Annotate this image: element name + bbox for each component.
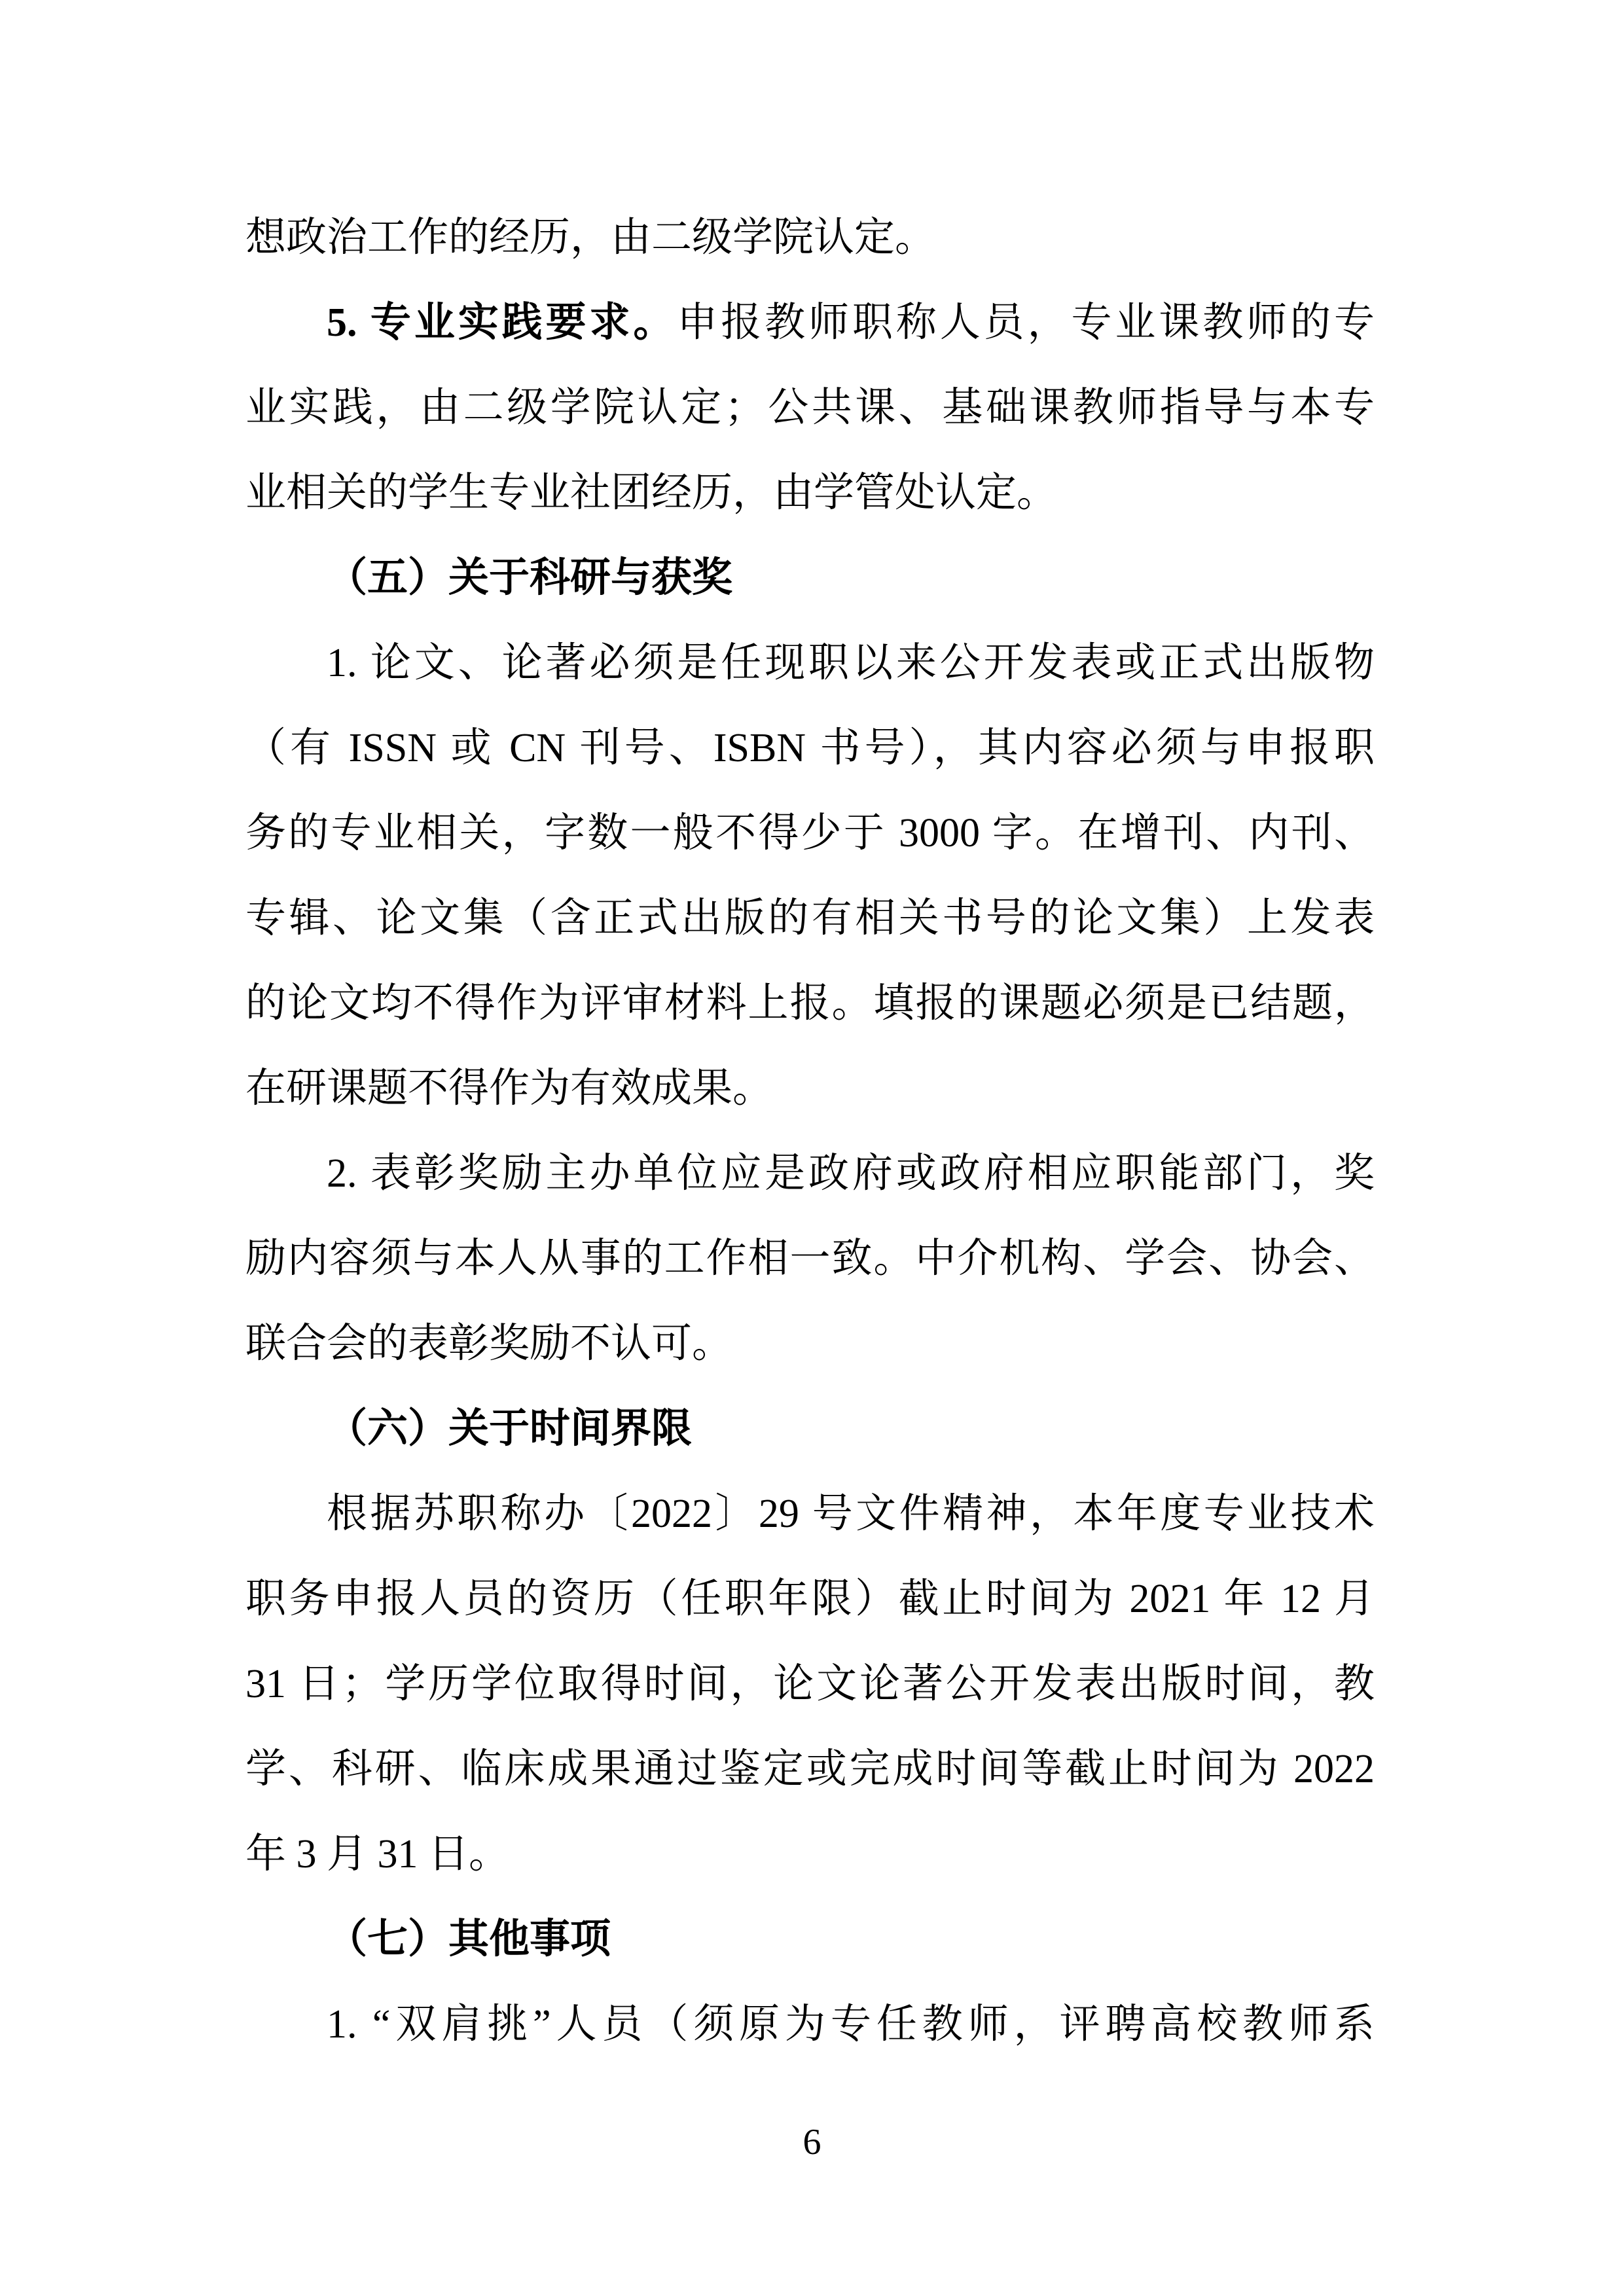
text-segment: 联合会的表彰奖励不认可。 <box>245 1321 733 1366</box>
text-segment: 业相关的学生专业社团经历，由学管处认定。 <box>245 471 1058 515</box>
text-segment: 励内容须与本人从事的工作相一致。中介机构、学会、协会、 <box>245 1236 1375 1281</box>
document-body <box>245 195 1375 2067</box>
text-line <box>245 1812 1375 1897</box>
text-segment: 在研课题不得作为有效成果。 <box>245 1066 774 1111</box>
text-line <box>245 620 1375 706</box>
text-line <box>245 1982 1375 2067</box>
text-segment: （五）关于科研与获奖 <box>327 556 733 600</box>
text-line <box>245 1727 1375 1812</box>
text-line <box>245 1131 1375 1216</box>
text-segment: （六）关于时间界限 <box>327 1407 693 1451</box>
text-segment: 5. 专业实践要求。 <box>327 300 677 345</box>
text-segment: 务的专业相关，字数一般不得少于 3000 字。在增刊、内刊、 <box>245 811 1375 855</box>
text-line <box>245 876 1375 961</box>
text-segment: 2. 表彰奖励主办单位应是政府或政府相应职能部门，奖 <box>327 1151 1375 1196</box>
text-segment: 31 日；学历学位取得时间，论文论著公开发表出版时间，教 <box>245 1662 1375 1706</box>
text-line <box>245 365 1375 450</box>
text-segment: 专辑、论文集（含正式出版的有相关书号的论文集）上发表 <box>245 896 1375 941</box>
text-line <box>245 280 1375 365</box>
text-line <box>245 1046 1375 1131</box>
text-line <box>245 450 1375 535</box>
text-segment: 业实践，由二级学院认定；公共课、基础课教师指导与本专 <box>245 386 1375 430</box>
text-segment: （七）其他事项 <box>327 1917 611 1962</box>
text-segment: 申报教师职称人员，专业课教师的专 <box>677 300 1375 345</box>
text-segment: 的论文均不得作为评审材料上报。填报的课题必须是已结题， <box>245 981 1375 1026</box>
text-segment: 根据苏职称办〔2022〕29 号文件精神，本年度专业技术 <box>327 1492 1375 1536</box>
text-line <box>245 1216 1375 1301</box>
text-segment: 职务申报人员的资历（任职年限）截止时间为 2021 年 12 月 <box>245 1577 1375 1621</box>
text-line <box>245 1471 1375 1556</box>
text-line <box>245 1556 1375 1641</box>
text-line <box>245 961 1375 1046</box>
text-line <box>245 1301 1375 1386</box>
section-heading-line <box>245 535 1375 620</box>
text-line <box>245 791 1375 876</box>
text-line <box>245 1641 1375 1727</box>
text-segment: （有 ISSN 或 CN 刊号、ISBN 书号），其内容必须与申报职 <box>245 726 1375 770</box>
text-segment: 学、科研、临床成果通过鉴定或完成时间等截止时间为 2022 <box>245 1747 1375 1791</box>
text-line <box>245 195 1375 280</box>
text-segment: 1. “双肩挑”人员（须原为专任教师，评聘高校教师系 <box>327 2002 1375 2047</box>
section-heading-line <box>245 1897 1375 1982</box>
text-line <box>245 706 1375 791</box>
page-number: 6 <box>803 2122 821 2162</box>
section-heading-line <box>245 1386 1375 1471</box>
text-segment: 年 3 月 31 日。 <box>245 1832 510 1876</box>
text-segment: 想政治工作的经历，由二级学院认定。 <box>245 215 936 260</box>
text-segment: 1. 论文、论著必须是任现职以来公开发表或正式出版物 <box>327 641 1375 685</box>
